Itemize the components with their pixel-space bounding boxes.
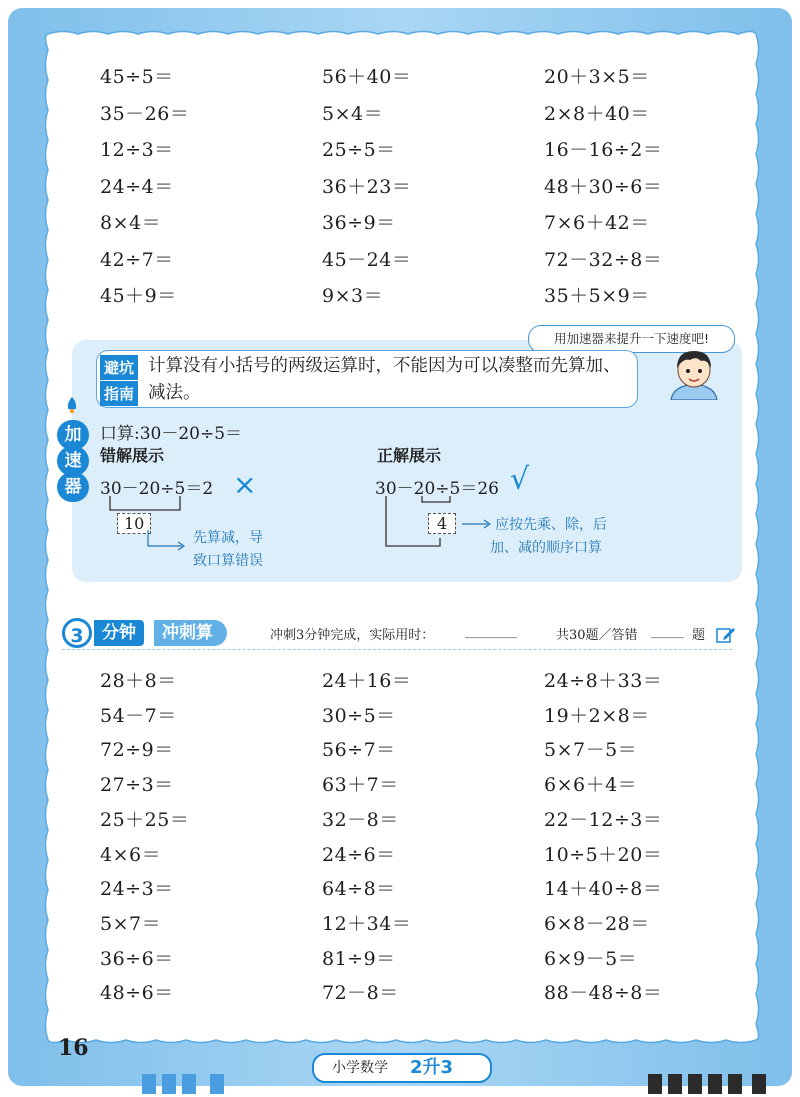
bottom-exercise-r3-c1: 72÷9＝ [100, 739, 174, 762]
bottom-exercise-r7-c1: 24÷3＝ [100, 878, 174, 901]
bottom-exercise-r10-c1: 48÷6＝ [100, 982, 174, 1005]
top-exercise-r4-c2: 36＋23＝ [322, 175, 412, 198]
top-exercise-r3-c2: 25÷5＝ [322, 139, 396, 161]
accelerator-char-1: 加 [57, 420, 89, 450]
top-exercise-r4-c1: 24÷4＝ [100, 175, 174, 198]
bottom-exercise-r10-c2: 72－8＝ [322, 982, 399, 1005]
bottom-exercise-r5-c3: 22－12÷3＝ [544, 808, 663, 831]
bottom-exercise-r8-c3: 6×8－28＝ [544, 912, 650, 935]
bottom-exercise-r3-c2: 56÷7＝ [322, 739, 396, 762]
bottom-exercise-r1-c1: 28＋8＝ [100, 670, 177, 692]
score-unit: 题 [692, 628, 706, 643]
bottom-exercise-r8-c2: 12＋34＝ [322, 912, 412, 935]
tip-label-guide: 指南 [100, 381, 138, 406]
bottom-exercise-r2-c3: 19＋2×8＝ [544, 704, 650, 727]
footer-bar [648, 1074, 662, 1094]
top-exercise-r7-c3: 35＋5×9＝ [544, 285, 650, 307]
section-divider [62, 649, 732, 650]
footer-bar [182, 1074, 196, 1094]
section-number-badge: 3 [62, 618, 92, 648]
top-exercise-r1-c1: 45÷5＝ [100, 66, 174, 88]
speech-bubble: 用加速器来提升一下速度吧! [528, 325, 735, 353]
bottom-exercise-r8-c1: 5×7＝ [100, 912, 162, 935]
bottom-exercise-r2-c1: 54－7＝ [100, 704, 177, 727]
pencil-note-icon [716, 626, 736, 644]
bottom-exercise-r5-c2: 32－8＝ [322, 808, 399, 831]
footer-bar [162, 1074, 176, 1094]
top-exercise-r2-c2: 5×4＝ [322, 102, 384, 125]
top-exercise-r6-c3: 72－32÷8＝ [544, 248, 663, 271]
bottom-exercise-r1-c2: 24＋16＝ [322, 670, 412, 692]
top-exercise-r1-c2: 56＋40＝ [322, 66, 412, 88]
bottom-exercise-r2-c2: 30÷5＝ [322, 704, 396, 727]
page-number: 16 [58, 1035, 89, 1061]
footer-bar [728, 1074, 742, 1094]
section-badge-minutes: 分钟 [94, 620, 144, 646]
top-exercise-r6-c2: 45－24＝ [322, 248, 412, 271]
boy-illustration [663, 348, 725, 400]
bottom-exercise-r3-c3: 5×7－5＝ [544, 739, 638, 762]
footer-bar [752, 1074, 766, 1094]
bottom-exercise-r7-c3: 14＋40÷8＝ [544, 878, 663, 901]
wrong-expression: 30－20÷5＝2 [100, 479, 214, 499]
footer-book-title: 小学数学 [332, 1060, 388, 1076]
rocket-icon [64, 396, 80, 416]
footer-bar [708, 1074, 722, 1094]
score-blank[interactable]: _____ [651, 624, 684, 639]
right-mark: √ [510, 462, 530, 497]
section-instruction: 冲刺3分钟完成，实际用时： [270, 628, 435, 643]
score-label: 共30题／答错 [556, 628, 638, 643]
wrong-box: 10 [117, 513, 151, 534]
top-exercise-r7-c2: 9×3＝ [322, 285, 384, 307]
tip-text: 计算没有小括号的两级运算时，不能因为可以凑整而先算加、减法。 [148, 356, 621, 403]
bottom-exercise-r9-c2: 81÷9＝ [322, 947, 396, 970]
footer-bar [142, 1074, 156, 1094]
bottom-exercise-r4-c3: 6×6＋4＝ [544, 774, 638, 797]
right-box: 4 [428, 513, 456, 534]
right-title: 正解展示 [377, 446, 442, 465]
wrong-note-1: 先算减，导 [193, 530, 263, 546]
bottom-exercise-r9-c3: 6×9－5＝ [544, 947, 638, 970]
bottom-exercise-r5-c1: 25＋25＝ [100, 808, 190, 831]
time-blank[interactable]: ________ [465, 624, 517, 639]
bottom-exercise-r1-c3: 24÷8＋33＝ [544, 670, 663, 692]
section-badge-sprint: 冲刺算 [154, 620, 227, 646]
top-exercise-r5-c2: 36÷9＝ [322, 212, 396, 234]
top-exercise-r1-c3: 20＋3×5＝ [544, 66, 650, 88]
bottom-exercise-r6-c1: 4×6＝ [100, 843, 162, 866]
bottom-exercise-r6-c3: 10÷5＋20＝ [544, 843, 663, 866]
bottom-exercise-r7-c2: 64÷8＝ [322, 878, 396, 901]
accelerator-char-3: 器 [57, 472, 89, 502]
footer-bar [210, 1074, 224, 1094]
bottom-exercise-r9-c1: 36÷6＝ [100, 947, 174, 970]
oral-calc-question: 口算:30－20÷5＝ [100, 424, 243, 444]
top-exercise-r3-c1: 12÷3＝ [100, 139, 174, 161]
wrong-arrow [146, 530, 188, 554]
accelerator-char-2: 速 [57, 446, 89, 476]
top-exercise-r5-c3: 7×6＋42＝ [544, 212, 650, 234]
right-expression: 30－20÷5＝26 [375, 479, 499, 499]
top-exercise-r3-c3: 16－16÷2＝ [544, 139, 663, 161]
bottom-exercise-r4-c1: 27÷3＝ [100, 774, 174, 797]
top-exercise-r2-c1: 35－26＝ [100, 102, 190, 125]
top-exercise-r7-c1: 45＋9＝ [100, 285, 177, 307]
footer-book-tag [312, 1053, 492, 1083]
top-exercise-r2-c3: 2×8＋40＝ [544, 102, 650, 125]
top-exercise-r5-c1: 8×4＝ [100, 212, 162, 234]
footer-bar [688, 1074, 702, 1094]
right-note-1: 应按先乘、除，后 [495, 517, 607, 533]
right-note-2: 加、减的顺序口算 [490, 540, 602, 556]
footer-bar [668, 1074, 682, 1094]
wrong-title: 错解展示 [100, 446, 165, 465]
footer-grade: 2升3 [410, 1057, 454, 1078]
bottom-exercise-r6-c2: 24÷6＝ [322, 843, 396, 866]
wrong-note-2: 致口算错误 [193, 553, 263, 569]
tip-label-avoid: 避坑 [100, 355, 138, 380]
top-exercise-r6-c1: 42÷7＝ [100, 248, 174, 271]
bottom-exercise-r10-c3: 88－48÷8＝ [544, 982, 663, 1005]
wrong-mark: × [233, 468, 257, 501]
top-exercise-r4-c3: 48＋30÷6＝ [544, 175, 663, 198]
right-arrow [460, 516, 494, 532]
bottom-exercise-r4-c2: 63＋7＝ [322, 774, 399, 797]
